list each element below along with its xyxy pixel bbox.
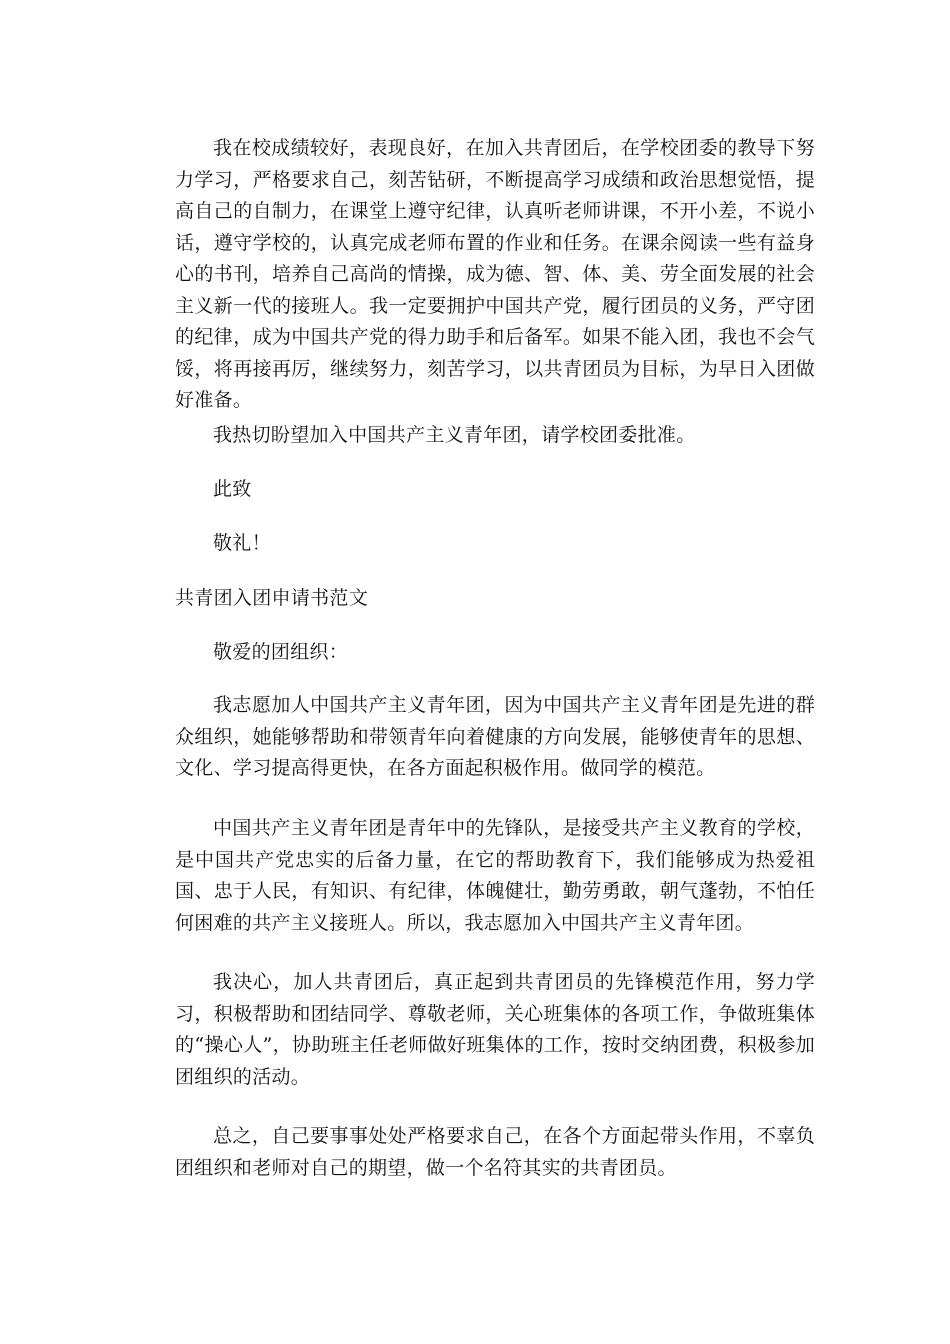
body-paragraph-2: 我志愿加人中国共产主义青年团，因为中国共产主义青年团是先进的群众组织，她能够帮助和带领青年向着健康的方向发展，能够使青年的思想、文化、学习提高得更快，在各方面起积极作用。做同学的模范。	[175, 694, 815, 779]
section-title: 共青团入团申请书范文	[175, 587, 369, 609]
body-paragraph-4: 我决心，加人共青团后，真正起到共青团员的先锋模范作用，努力学习，积极帮助和团结同学、尊敬老师，关心班集体的各项工作，争做班集体的“操心人”，协助班主任老师做好班集体的工作，按时交纳团费，积极参加团组织的活动。	[175, 971, 815, 1088]
greeting-line: 敬爱的团组织：	[213, 641, 349, 663]
body-paragraph-3: 中国共产主义青年团是青年中的先锋队，是接受共产主义教育的学校，是中国共产党忠实的后备力量，在它的帮助教育下，我们能够成为热爱祖国、忠于人民，有知识、有纪律，体魄健壮，勤劳勇敢，朝气蓬勃，不怕任何困难的共产主义接班人。所以，我志愿加入中国共产主义青年团。	[175, 817, 815, 934]
body-paragraph-5: 总之，自己要事事处处严格要求自己，在各个方面起带头作用，不辜负团组织和老师对自己的期望，做一个名符其实的共青团员。	[175, 1125, 815, 1179]
closing-regards: 敬礼！	[213, 532, 271, 554]
closing-salutation: 此致	[213, 478, 252, 500]
body-paragraph-1: 我在校成绩较好，表现良好，在加入共青团后，在学校团委的教导下努力学习，严格要求自己，刻苦钻研，不断提高学习成绩和政治思想觉悟，提高自己的自制力，在课堂上遵守纪律，认真听老师讲课，不开小差，不说小话，遵守学校的，认真完成老师布置的作业和任务。在课余阅读一些有益身心的书刊，培养自己高尚的情操，成为德、智、体、美、劳全面发展的社会主义新一代的接班人。我一定要拥护中国共产党，履行团员的义务，严守团的纪律，成为中国共产党的得力助手和后备军。如果不能入团，我也不会气馁，将再接再厉，继续努力，刻苦学习，以共青团员为目标，为早日入团做好准备。	[175, 137, 815, 411]
approval-request-line: 我热切盼望加入中国共产主义青年团，请学校团委批准。	[213, 424, 696, 446]
